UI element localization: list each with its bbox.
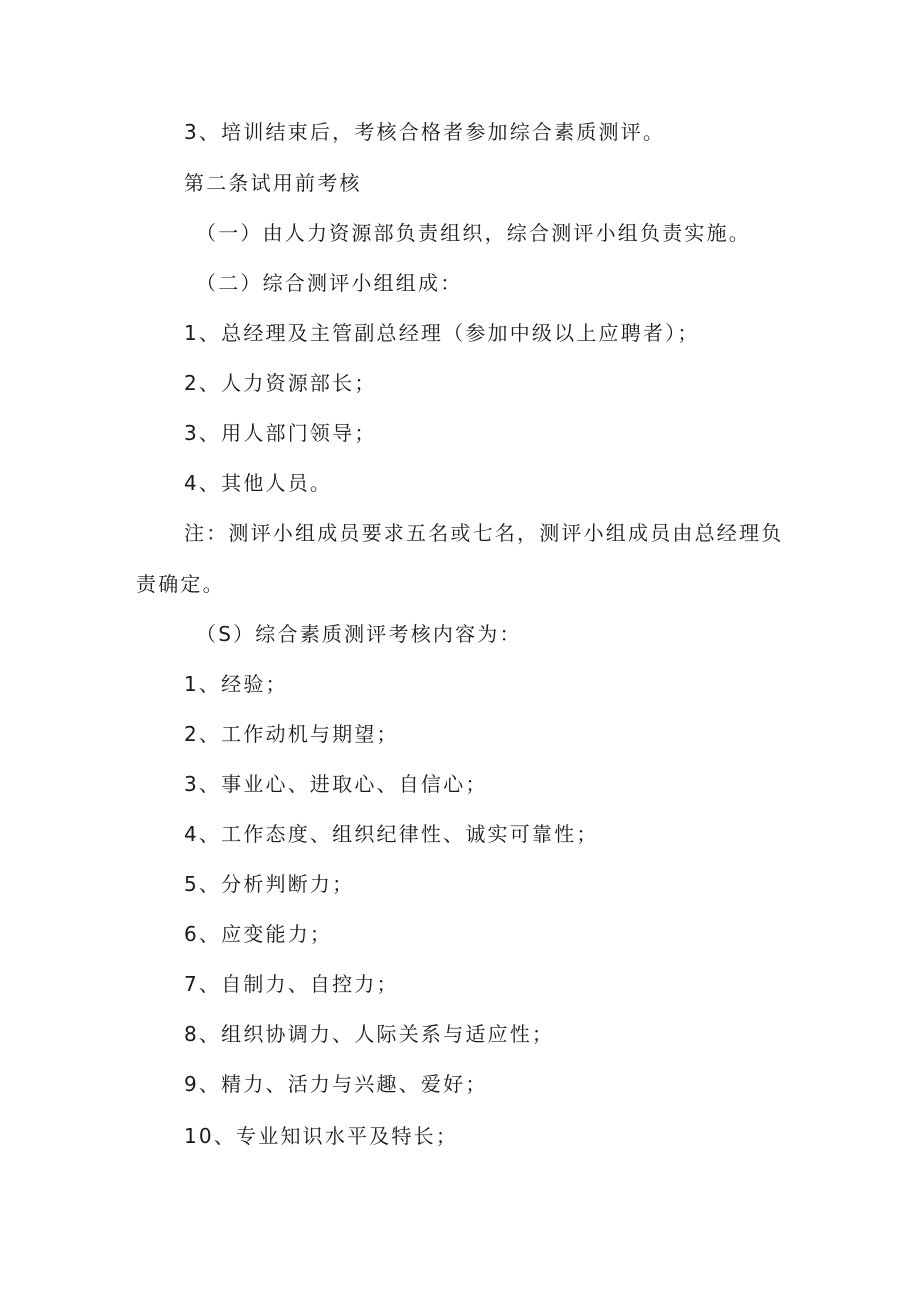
text-line-16: 5、分析判断力；: [184, 872, 355, 896]
text-line-8: 4、其他人员。: [184, 471, 333, 495]
text-line-12: 1、经验；: [184, 672, 288, 696]
text-line-11: （S）综合素质测评考核内容为：: [196, 622, 522, 646]
text-line-13: 2、工作动机与期望；: [184, 722, 399, 746]
text-line-3: （一）由人力资源部负责组织，综合测评小组负责实施。: [196, 221, 751, 245]
text-line-15: 4、工作态度、组织纪律性、诚实可靠性；: [184, 822, 599, 846]
text-line-6: 2、人力资源部长；: [184, 371, 377, 395]
text-line-21: 10、专业知识水平及特长；: [184, 1124, 459, 1148]
text-line-18: 7、自制力、自控力；: [184, 972, 399, 996]
text-line-4: （二）综合测评小组组成：: [196, 271, 463, 295]
text-line-1: 3、培训结束后，考核合格者参加综合素质测评。: [184, 120, 666, 144]
text-line-17: 6、应变能力；: [184, 922, 333, 946]
text-line-5: 1、总经理及主管副总经理（参加中级以上应聘者）；: [184, 321, 700, 345]
text-line-20: 9、精力、活力与兴趣、爱好；: [184, 1072, 488, 1096]
text-line-19: 8、组织协调力、人际关系与适应性；: [184, 1022, 555, 1046]
text-line-7: 3、用人部门领导；: [184, 421, 377, 445]
text-line-14: 3、事业心、进取心、自信心；: [184, 772, 488, 796]
text-line-9: 注：测评小组成员要求五名或七名，测评小组成员由总经理负: [184, 521, 784, 545]
text-line-2: 第二条试用前考核: [184, 171, 362, 195]
text-line-10: 责确定。: [136, 572, 225, 596]
